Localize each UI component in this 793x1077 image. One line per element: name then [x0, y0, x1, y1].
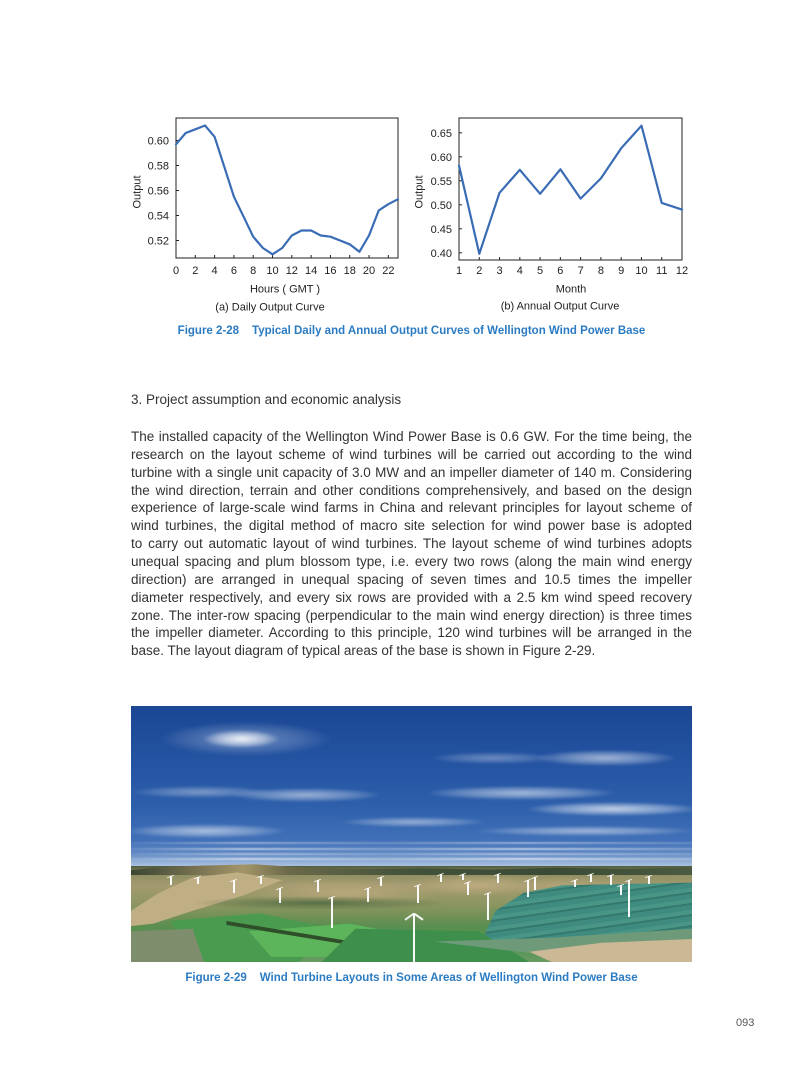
x-tick-label: 9 — [618, 265, 625, 277]
wind-turbine-foreground — [413, 913, 415, 962]
output-data-line — [459, 126, 682, 254]
paragraph-line: direction) are arranged in unequal spacing of seven times and 10.5 times the impeller — [131, 571, 692, 587]
wind-turbine — [628, 880, 630, 917]
wind-turbine — [197, 877, 199, 884]
x-tick-label: 10 — [635, 265, 648, 277]
y-tick-label: 0.60 — [430, 151, 452, 164]
x-tick-label: 7 — [577, 265, 584, 277]
figure-2-28-caption — [131, 324, 692, 338]
paragraph-line: diameter respectively, and every six rows are provided with a 2.5 km wind speed recovery — [131, 589, 692, 605]
daily-output-chart — [130, 110, 410, 315]
figure-title: Wind Turbine Layouts in Some Areas of Wellington Wind Power Base — [259, 972, 638, 984]
x-tick-label: 16 — [324, 265, 337, 277]
annual-x-axis-label: Month — [555, 283, 587, 296]
paragraph-line: base. The layout diagram of typical areas of the base is shown in Figure 2-29. — [131, 643, 596, 659]
wind-turbine — [527, 880, 529, 897]
wind-turbine — [534, 877, 536, 890]
cloud — [536, 750, 676, 766]
annual-chart-subtitle: (b) Annual Output Curve — [500, 300, 620, 313]
figure-label: Figure 2-29 — [185, 972, 247, 984]
wind-turbine — [487, 893, 489, 920]
y-tick-label: 0.50 — [430, 199, 452, 212]
paragraph-line: the impeller diameter. According to this principle, 120 wind turbines will be arranged in the — [131, 625, 692, 641]
x-tick-label: 12 — [285, 265, 298, 277]
wind-turbine — [233, 880, 235, 893]
figure-title: Typical Daily and Annual Output Curves of Wellington Wind Power Base — [252, 325, 646, 337]
green-ridge — [191, 896, 451, 910]
y-tick-label: 0.56 — [147, 185, 169, 198]
y-tick-label: 0.55 — [430, 175, 452, 188]
x-tick-label: 2 — [192, 265, 199, 277]
body-paragraph — [131, 428, 692, 660]
wind-turbine — [590, 874, 592, 882]
paragraph-line: research on the layout scheme of wind turbines will be carried out according to the wind — [131, 446, 692, 462]
annual-output-chart — [405, 110, 700, 315]
x-tick-label: 1 — [455, 265, 463, 277]
wind-turbine — [440, 874, 442, 882]
x-tick-label: 12 — [675, 265, 689, 277]
daily-x-axis-label: Hours ( GMT ) — [249, 283, 321, 296]
figure-2-29-caption — [131, 971, 692, 985]
paragraph-line: unequal spacing and plum blossom type, i.e. every two rows (along the main wind energy — [131, 554, 692, 570]
section-heading: 3. Project assumption and economic analysis — [131, 392, 402, 407]
x-tick-label: 8 — [597, 265, 604, 277]
cloud — [203, 730, 279, 748]
paragraph-line: turbine with a single unit capacity of 3.0 MW and an impeller diameter of 140 m. Considering — [131, 464, 692, 480]
wind-turbine — [367, 888, 369, 902]
wind-turbine — [497, 874, 499, 883]
x-tick-label: 14 — [305, 265, 318, 277]
wind-turbine — [462, 874, 464, 880]
y-tick-label: 0.60 — [147, 135, 169, 148]
annual-y-axis-label: Output — [413, 175, 426, 209]
x-tick-label: 10 — [266, 265, 279, 277]
x-tick-label: 22 — [382, 265, 395, 277]
y-tick-label: 0.40 — [430, 247, 452, 260]
wind-turbine — [380, 877, 382, 886]
x-tick-label: 8 — [250, 265, 257, 277]
cloud-streak — [131, 848, 692, 850]
x-tick-label: 6 — [557, 265, 564, 277]
paragraph-line: to carry out automatic layout of wind turbines. The layout scheme of wind turbines adopts — [131, 536, 692, 552]
y-tick-label: 0.45 — [430, 223, 452, 236]
daily-y-axis-label: Output — [131, 175, 144, 209]
x-tick-label: 4 — [516, 265, 523, 277]
wind-turbine — [574, 880, 576, 887]
y-tick-label: 0.58 — [147, 160, 169, 173]
annual-output-plot — [405, 110, 700, 290]
x-tick-label: 6 — [230, 265, 237, 277]
figure-label: Figure 2-28 — [177, 325, 240, 337]
y-tick-label: 0.54 — [147, 210, 169, 223]
wind-turbine — [331, 897, 333, 928]
cloud — [131, 824, 286, 838]
paragraph-line: experience of large-scale wind farms in China and relevant principles for layout scheme of — [131, 500, 692, 516]
paragraph-line: the wind direction, terrain and other conditions comprehensively, and based on the design — [131, 482, 692, 498]
plot-frame — [459, 118, 682, 260]
wind-turbine — [467, 882, 469, 895]
x-tick-label: 3 — [496, 265, 503, 277]
output-data-line — [176, 126, 398, 255]
wind-turbine — [260, 876, 262, 884]
y-tick-label: 0.52 — [147, 235, 169, 248]
wind-turbine — [170, 876, 172, 885]
cloud — [341, 817, 486, 827]
cloud-streak — [131, 842, 692, 844]
cloud — [526, 802, 692, 816]
x-tick-label: 4 — [211, 265, 218, 277]
x-tick-label: 2 — [476, 265, 483, 277]
cloud — [231, 788, 381, 802]
x-tick-label: 18 — [343, 265, 356, 277]
y-tick-label: 0.65 — [430, 127, 452, 140]
wind-turbine — [648, 876, 650, 884]
wind-turbine — [279, 888, 281, 903]
daily-chart-subtitle: (a) Daily Output Curve — [215, 301, 325, 314]
paragraph-line: wind turbines, the digital method of macro site selection for wind power base is adopted — [131, 518, 692, 534]
plot-frame — [176, 118, 398, 258]
cloud — [476, 826, 692, 836]
page-number: 093 — [736, 1017, 755, 1029]
wind-turbine — [620, 885, 622, 895]
wind-turbine — [610, 875, 612, 885]
paragraph-line: zone. The inter-row spacing (perpendicular to the main wind energy direction) is three times — [131, 607, 692, 623]
x-tick-label: 0 — [172, 265, 180, 277]
daily-output-plot — [130, 110, 410, 290]
wind-farm-layout-image — [131, 706, 692, 962]
x-tick-label: 20 — [362, 265, 376, 277]
wind-turbine — [417, 885, 419, 903]
wind-turbine — [317, 880, 319, 892]
paragraph-line: The installed capacity of the Wellington Wind Power Base is 0.6 GW. For the time being, the — [131, 429, 692, 444]
cloud — [426, 786, 616, 800]
x-tick-label: 11 — [656, 265, 668, 277]
x-tick-label: 5 — [537, 265, 544, 277]
